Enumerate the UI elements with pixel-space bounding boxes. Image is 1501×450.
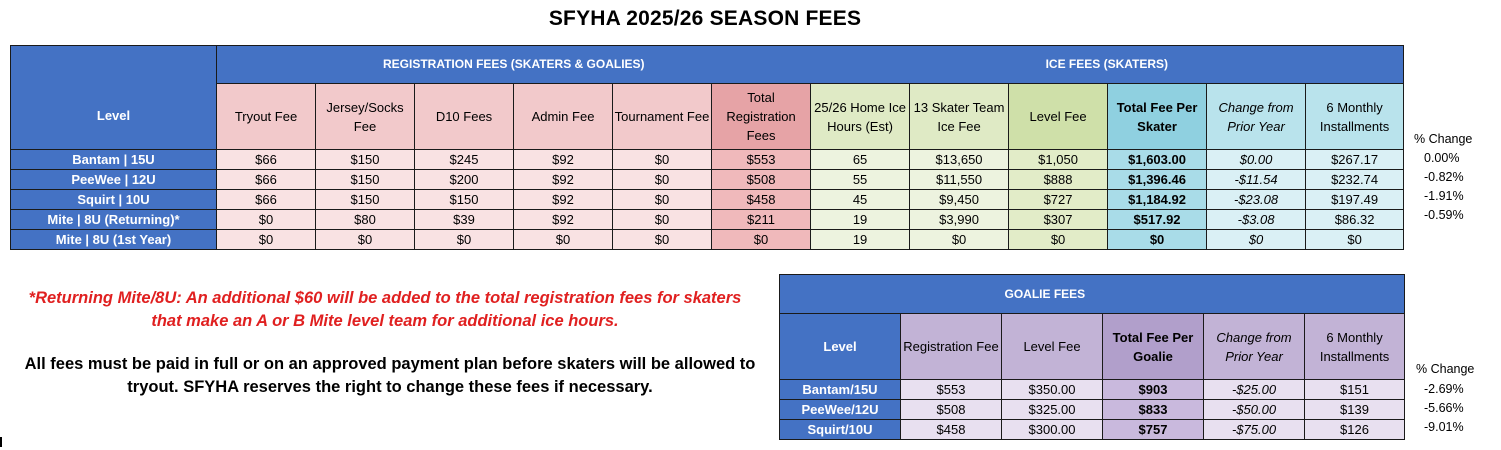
cell-monthly: $197.49 [1306, 190, 1404, 210]
pct-change: -9.01% [1424, 420, 1464, 434]
table-row [780, 400, 1405, 420]
cell-tryout: $66 [217, 150, 316, 170]
cell-admin: $92 [514, 170, 613, 190]
goalie-cell-reg: $508 [901, 400, 1002, 420]
group-header-goalie: GOALIE FEES [901, 275, 1405, 314]
cell-admin: $92 [514, 150, 613, 170]
skater-pct-header: % Change [1414, 132, 1473, 146]
goalie-header-registration: Registration Fee [901, 314, 1002, 380]
table-row [11, 170, 1404, 190]
cell-level: Mite | 8U (Returning)* [11, 210, 217, 230]
cell-ice-hours: 45 [811, 190, 910, 210]
goalie-header-monthly: 6 Monthly Installments [1305, 314, 1405, 380]
table-row [780, 420, 1405, 440]
cell-total-reg: $458 [712, 190, 811, 210]
cell-tournament: $0 [613, 150, 712, 170]
cell-level-fee: $1,050 [1009, 150, 1108, 170]
goalie-cell-level-fee: $325.00 [1002, 400, 1103, 420]
cell-d10: $200 [415, 170, 514, 190]
goalie-cell-total: $757 [1103, 420, 1204, 440]
cell-change: -$23.08 [1207, 190, 1306, 210]
header-level-fee: Level Fee [1009, 84, 1108, 150]
header-d10: D10 Fees [415, 84, 514, 150]
header-team-ice: 13 Skater Team Ice Fee [910, 84, 1009, 150]
cell-change: -$11.54 [1207, 170, 1306, 190]
cell-total-reg: $0 [712, 230, 811, 250]
cell-d10: $150 [415, 190, 514, 210]
cell-level-fee: $307 [1009, 210, 1108, 230]
goalie-cell-monthly: $126 [1305, 420, 1405, 440]
pct-change: -0.82% [1424, 170, 1464, 184]
cell-team-ice: $0 [910, 230, 1009, 250]
pct-change: -2.69% [1424, 382, 1464, 396]
skater-fees-table [10, 45, 1404, 250]
cell-admin: $0 [514, 230, 613, 250]
goalie-cell-total: $903 [1103, 380, 1204, 400]
header-total-fee: Total Fee Per Skater [1108, 84, 1207, 150]
cell-change: $0.00 [1207, 150, 1306, 170]
header-total-registration: Total Registration Fees [712, 84, 811, 150]
group-header-ice: ICE FEES (SKATERS) [811, 46, 1404, 84]
cell-team-ice: $3,990 [910, 210, 1009, 230]
pct-change: 0.00% [1424, 151, 1460, 165]
cell-tryout: $66 [217, 190, 316, 210]
cell-monthly: $0 [1306, 230, 1404, 250]
cell-team-ice: $9,450 [910, 190, 1009, 210]
goalie-cell-level: Squirt/10U [780, 420, 901, 440]
cell-d10: $0 [415, 230, 514, 250]
cell-tournament: $0 [613, 230, 712, 250]
table-row [11, 150, 1404, 170]
cell-ice-hours: 55 [811, 170, 910, 190]
cell-team-ice: $11,550 [910, 170, 1009, 190]
cell-level: Bantam | 15U [11, 150, 217, 170]
goalie-pct-header: % Change [1416, 362, 1475, 376]
table-row [11, 210, 1404, 230]
table-row [780, 380, 1405, 400]
pct-change: -5.66% [1424, 401, 1464, 415]
cell-monthly: $232.74 [1306, 170, 1404, 190]
cell-jersey: $0 [316, 230, 415, 250]
cell-ice-hours: 65 [811, 150, 910, 170]
cell-level-fee: $888 [1009, 170, 1108, 190]
goalie-cell-change: -$75.00 [1204, 420, 1305, 440]
cell-change: $0 [1207, 230, 1306, 250]
cell-level: Mite | 8U (1st Year) [11, 230, 217, 250]
cell-d10: $245 [415, 150, 514, 170]
cell-monthly: $267.17 [1306, 150, 1404, 170]
cell-total: $1,396.46 [1108, 170, 1207, 190]
goalie-cell-total: $833 [1103, 400, 1204, 420]
header-tryout: Tryout Fee [217, 84, 316, 150]
cell-total-reg: $553 [712, 150, 811, 170]
header-jersey: Jersey/Socks Fee [316, 84, 415, 150]
goalie-cell-monthly: $139 [1305, 400, 1405, 420]
goalie-header-level-fee: Level Fee [1002, 314, 1103, 380]
goalie-cell-reg: $458 [901, 420, 1002, 440]
cell-total: $1,603.00 [1108, 150, 1207, 170]
goalie-cell-level: Bantam/15U [780, 380, 901, 400]
cell-ice-hours: 19 [811, 230, 910, 250]
goalie-cell-reg: $553 [901, 380, 1002, 400]
table-row [11, 190, 1404, 210]
cell-tournament: $0 [613, 210, 712, 230]
goalie-header-level: Level [780, 314, 901, 380]
cell-d10: $39 [415, 210, 514, 230]
goalie-fees-table [779, 274, 1405, 440]
goalie-header-total: Total Fee Per Goalie [1103, 314, 1204, 380]
cell-level-fee: $0 [1009, 230, 1108, 250]
cell-jersey: $150 [316, 170, 415, 190]
goalie-cell-level-fee: $350.00 [1002, 380, 1103, 400]
cell-level: Squirt | 10U [11, 190, 217, 210]
pct-change: -1.91% [1424, 189, 1464, 203]
cell-level: PeeWee | 12U [11, 170, 217, 190]
cell-jersey: $150 [316, 190, 415, 210]
payment-note: All fees must be paid in full or on an approved payment plan before skaters will be allowed to tryout. SFYHA reserves the right to change these fees if necessary. [24, 355, 756, 396]
header-monthly: 6 Monthly Installments [1306, 84, 1404, 150]
cell-monthly: $86.32 [1306, 210, 1404, 230]
cell-admin: $92 [514, 190, 613, 210]
cell-tournament: $0 [613, 190, 712, 210]
cell-change: -$3.08 [1207, 210, 1306, 230]
cell-admin: $92 [514, 210, 613, 230]
header-ice-hours: 25/26 Home Ice Hours (Est) [811, 84, 910, 150]
cell-total-reg: $211 [712, 210, 811, 230]
returning-mite-note: *Returning Mite/8U: An additional $60 will be added to the total registration fees for skaters that make an A or B Mite level team for additional ice hours. [28, 289, 742, 330]
cell-level-fee: $727 [1009, 190, 1108, 210]
edge-mark [0, 437, 2, 447]
cell-total-reg: $508 [712, 170, 811, 190]
goalie-cell-level-fee: $300.00 [1002, 420, 1103, 440]
cell-team-ice: $13,650 [910, 150, 1009, 170]
header-admin: Admin Fee [514, 84, 613, 150]
cell-total: $1,184.92 [1108, 190, 1207, 210]
cell-ice-hours: 19 [811, 210, 910, 230]
goalie-cell-level: PeeWee/12U [780, 400, 901, 420]
cell-total: $0 [1108, 230, 1207, 250]
table-row [11, 230, 1404, 250]
cell-jersey: $80 [316, 210, 415, 230]
pct-change: -0.59% [1424, 208, 1464, 222]
goalie-header-change: Change from Prior Year [1204, 314, 1305, 380]
header-level: Level [96, 108, 131, 123]
cell-tryout: $66 [217, 170, 316, 190]
group-header-registration: REGISTRATION FEES (SKATERS & GOALIES) [217, 46, 811, 84]
header-tournament: Tournament Fee [613, 84, 712, 150]
cell-total: $517.92 [1108, 210, 1207, 230]
goalie-cell-change: -$25.00 [1204, 380, 1305, 400]
cell-jersey: $150 [316, 150, 415, 170]
page-title: SFYHA 2025/26 SEASON FEES [548, 7, 862, 30]
cell-tryout: $0 [217, 230, 316, 250]
cell-tournament: $0 [613, 170, 712, 190]
goalie-cell-monthly: $151 [1305, 380, 1405, 400]
cell-tryout: $0 [217, 210, 316, 230]
goalie-cell-change: -$50.00 [1204, 400, 1305, 420]
header-change: Change from Prior Year [1207, 84, 1306, 150]
